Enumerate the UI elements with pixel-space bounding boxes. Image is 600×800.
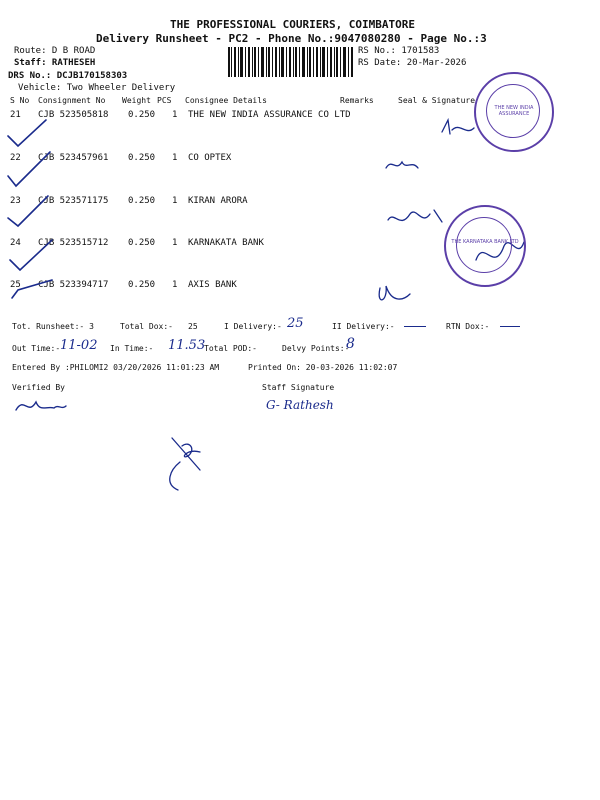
barcode	[228, 47, 354, 77]
bank-stamp-text: THE KARNATAKA BANK LTD	[451, 239, 519, 245]
delvy-points-label: Delvy Points:-	[282, 344, 350, 353]
col-consignment: Consignment No	[38, 96, 106, 105]
col-weight: Weight	[122, 96, 151, 105]
tot-runsheet: Tot. Runsheet:- 3	[12, 322, 94, 331]
route-label: Route: D B ROAD	[14, 46, 96, 56]
row-sno: 25	[10, 280, 21, 290]
row-consignment: CJB 523457961	[38, 153, 109, 163]
ii-delivery-dash	[404, 326, 426, 327]
checkmarks	[0, 100, 60, 300]
row-consignee: KIRAN ARORA	[188, 196, 248, 206]
delvy-points-handwritten: 8	[346, 336, 355, 352]
signature-row-22	[386, 162, 418, 168]
row-weight: 0.250	[128, 110, 156, 120]
col-seal-signature: Seal & Signature	[398, 96, 476, 105]
rtn-dox-label: RTN Dox:-	[446, 322, 490, 331]
row-sno: 22	[10, 153, 21, 163]
row-pcs: 1	[172, 110, 178, 120]
extra-signature	[160, 430, 220, 496]
row-consignment: CJB 523394717	[38, 280, 109, 290]
runsheet-subtitle: Delivery Runsheet - PC2 - Phone No.:9047080280 - Page No.:3	[96, 32, 487, 45]
col-sno: S No	[10, 96, 30, 105]
staff-label: Staff: RATHESEH	[14, 58, 96, 68]
ii-delivery-label: II Delivery:-	[332, 322, 395, 331]
total-dox-label: Total Dox:-	[120, 322, 173, 331]
row-consignment: CJB 523515712	[38, 238, 109, 248]
verified-by-label: Verified By	[12, 383, 65, 392]
check-mark-icon	[8, 152, 50, 186]
row-sno: 24	[10, 238, 21, 248]
signature-row-21	[442, 120, 474, 134]
row-pcs: 1	[172, 238, 178, 248]
staff-signature-label: Staff Signature	[262, 383, 335, 392]
vehicle-label: Vehicle: Two Wheeler Delivery	[18, 83, 176, 93]
col-pcs: PCS	[157, 96, 172, 105]
row-weight: 0.250	[128, 280, 156, 290]
out-time-handwritten: 11-02	[60, 338, 98, 353]
in-time-label: In Time:-	[110, 344, 154, 353]
row-weight: 0.250	[128, 238, 156, 248]
col-consignee: Consignee Details	[185, 96, 267, 105]
row-pcs: 1	[172, 280, 178, 290]
row-consignee: KARNAKATA BANK	[188, 238, 264, 248]
row-sno: 23	[10, 196, 21, 206]
check-mark-icon	[8, 120, 46, 146]
total-pod-label: Total POD:-	[204, 344, 257, 353]
row-pcs: 1	[172, 196, 178, 206]
check-mark-icon	[12, 280, 52, 298]
row-consignee: CO OPTEX	[188, 153, 232, 163]
rs-number: RS No.: 1701583	[358, 46, 440, 56]
verified-signature	[10, 392, 70, 420]
in-time-handwritten: 11.53	[168, 338, 206, 353]
i-delivery-label: I Delivery:-	[224, 322, 282, 331]
signature-row-25	[379, 286, 410, 300]
entered-by: Entered By :PHILOMI2 03/20/2026 11:01:23 AM	[12, 363, 220, 372]
total-dox-value: 25	[188, 322, 198, 331]
i-delivery-handwritten: 25	[287, 316, 304, 331]
rtn-dox-dash	[500, 326, 520, 327]
printed-on: Printed On: 20-03-2026 11:02:07	[248, 363, 398, 372]
col-remarks: Remarks	[340, 96, 374, 105]
company-title: THE PROFESSIONAL COURIERS, COIMBATORE	[170, 18, 416, 31]
row-sno: 21	[10, 110, 21, 120]
rs-date: RS Date: 20-Mar-2026	[358, 58, 467, 68]
signature-row-23	[388, 210, 442, 222]
row-weight: 0.250	[128, 153, 156, 163]
bank-stamp	[444, 205, 526, 287]
row-pcs: 1	[172, 153, 178, 163]
drs-number: DRS No.: DCJB170158303	[8, 71, 128, 81]
row-weight: 0.250	[128, 196, 156, 206]
row-consignment: CJB 523571175	[38, 196, 109, 206]
staff-signature-handwritten: G- Rathesh	[266, 398, 334, 412]
row-consignee: AXIS BANK	[188, 280, 237, 290]
row-consignment: CJB 523505818	[38, 110, 109, 120]
row-consignee: THE NEW INDIA ASSURANCE CO LTD	[188, 110, 351, 120]
check-mark-icon	[8, 196, 48, 226]
check-mark-icon	[10, 240, 52, 270]
out-time-label: Out Time:-	[12, 344, 61, 353]
insurance-stamp	[474, 72, 554, 152]
insurance-stamp-text: THE NEW INDIA ASSURANCE	[494, 105, 534, 117]
